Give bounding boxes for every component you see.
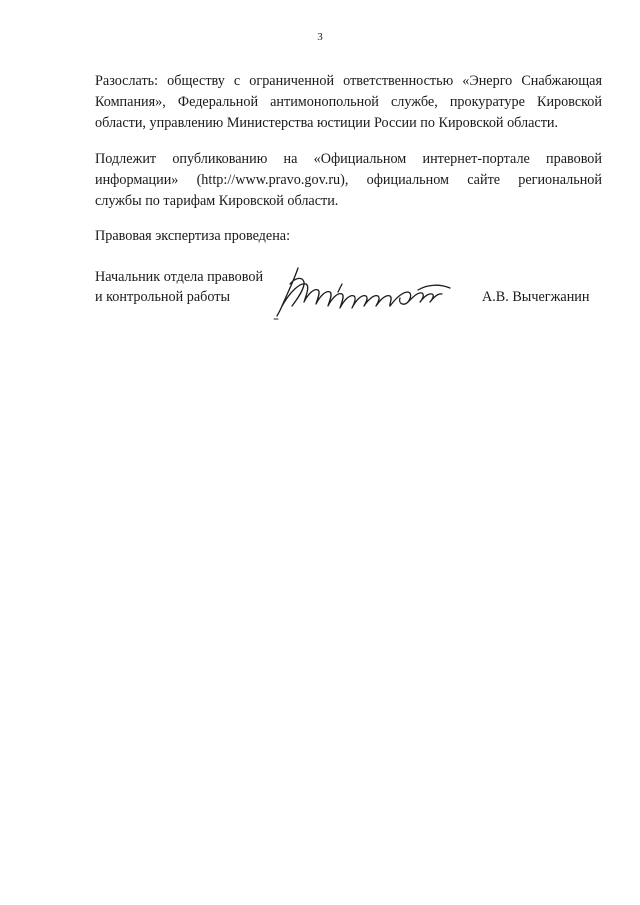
handwritten-signature-icon bbox=[268, 262, 458, 322]
signatory-position-line: Начальник отдела правовой bbox=[95, 269, 264, 285]
distribution-line: Разослать: обществу с ограниченной ответственностью «Энерго Снабжающая bbox=[95, 73, 602, 89]
publication-paragraph bbox=[95, 149, 602, 212]
signatory-name: А.В. Вычегжанин bbox=[482, 289, 590, 305]
legal-expertise-note: Правовая экспертиза проведена: bbox=[95, 228, 291, 244]
publication-line: Подлежит опубликованию на «Официальном интернет-портале правовой bbox=[95, 151, 602, 167]
signatory-position-line: и контрольной работы bbox=[95, 289, 230, 305]
page-number: 3 bbox=[317, 31, 323, 43]
publication-line: службы по тарифам Кировской области. bbox=[95, 193, 339, 209]
distribution-line: области, управлению Министерства юстиции России по Кировской области. bbox=[95, 115, 559, 131]
signatory-position bbox=[95, 267, 263, 307]
publication-line: информации» (http://www.pravo.gov.ru), официальном сайте региональной bbox=[95, 172, 602, 188]
distribution-paragraph bbox=[95, 71, 602, 134]
distribution-line: Компания», Федеральной антимонопольной службе, прокуратуре Кировской bbox=[95, 94, 602, 110]
